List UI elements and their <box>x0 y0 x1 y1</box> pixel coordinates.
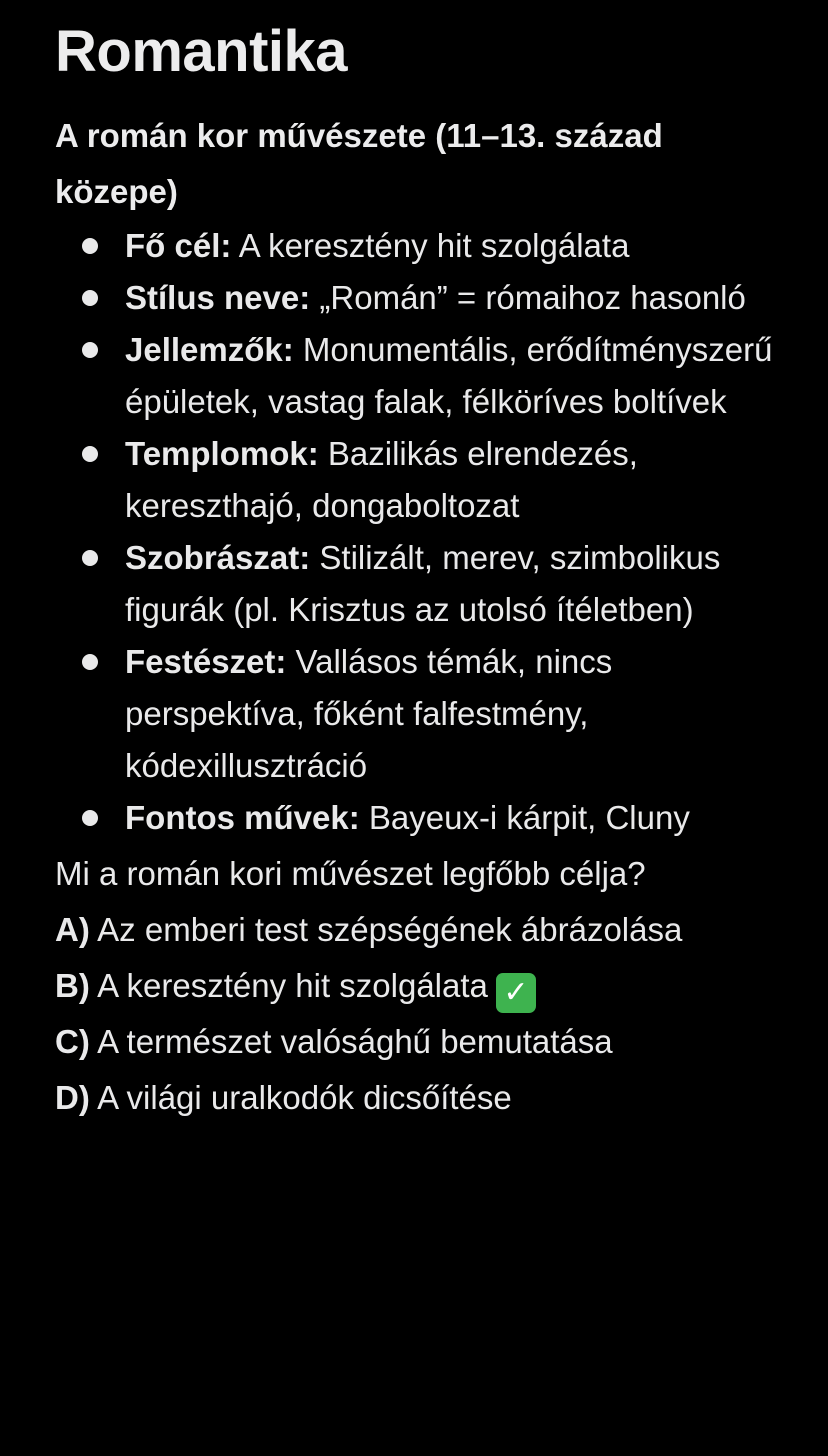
item-text: Bazilikás elrendezés, kereszthajó, dongaboltozat <box>125 435 638 524</box>
section-heading: A román kor művészete (11–13. század közepe) <box>55 117 663 210</box>
answer-letter: A) <box>55 911 90 948</box>
bullet-icon <box>82 342 98 358</box>
list-item <box>55 636 785 792</box>
item-text: Stilizált, merev, szimbolikus figurák (pl. Krisztus az utolsó ítéletben) <box>125 539 721 628</box>
check-mark-icon: ✓ <box>496 973 536 1013</box>
item-text: „Román” = rómaihoz hasonló <box>310 279 746 316</box>
item-term: Fontos művek: <box>125 799 360 836</box>
list-item <box>55 792 785 844</box>
list-item <box>55 220 785 272</box>
answer-option-c <box>55 1014 785 1070</box>
bullet-icon <box>82 550 98 566</box>
answer-letter: C) <box>55 1023 90 1060</box>
item-text: A keresztény hit szolgálata <box>231 227 630 264</box>
item-term: Fő cél: <box>125 227 232 264</box>
answer-option-a <box>55 902 785 958</box>
page-title: Romantika <box>55 19 348 84</box>
answer-text: A világi uralkodók dicsőítése <box>89 1079 512 1116</box>
answer-option-b <box>55 958 785 1014</box>
item-term: Templomok: <box>125 435 319 472</box>
quiz-question: Mi a román kori művészet legfőbb célja? <box>55 855 646 892</box>
bullet-icon <box>82 290 98 306</box>
bullet-icon <box>82 654 98 670</box>
list-item <box>55 324 785 428</box>
bullet-icon <box>82 810 98 826</box>
item-term: Festészet: <box>125 643 287 680</box>
item-term: Szobrászat: <box>125 539 311 576</box>
answer-text: A természet valósághű bemutatása <box>89 1023 613 1060</box>
list-item <box>55 428 785 532</box>
answer-letter: D) <box>55 1079 90 1116</box>
bullet-list <box>55 220 785 844</box>
item-term: Jellemzők: <box>125 331 294 368</box>
answer-text: Az emberi test szépségének ábrázolása <box>89 911 683 948</box>
answer-letter: B) <box>55 967 90 1004</box>
list-item <box>55 272 785 324</box>
list-item <box>55 532 785 636</box>
answer-text: A keresztény hit szolgálata <box>89 967 488 1004</box>
note-page <box>55 18 785 1126</box>
bullet-icon <box>82 446 98 462</box>
item-text: Vallásos témák, nincs perspektíva, főként falfestmény, kódexillusztráció <box>125 643 613 784</box>
item-term: Stílus neve: <box>125 279 311 316</box>
answer-option-d <box>55 1070 785 1126</box>
item-text: Monumentális, erődítményszerű épületek, vastag falak, félköríves boltívek <box>125 331 773 420</box>
bullet-icon <box>82 238 98 254</box>
item-text: Bayeux-i kárpit, Cluny <box>359 799 690 836</box>
